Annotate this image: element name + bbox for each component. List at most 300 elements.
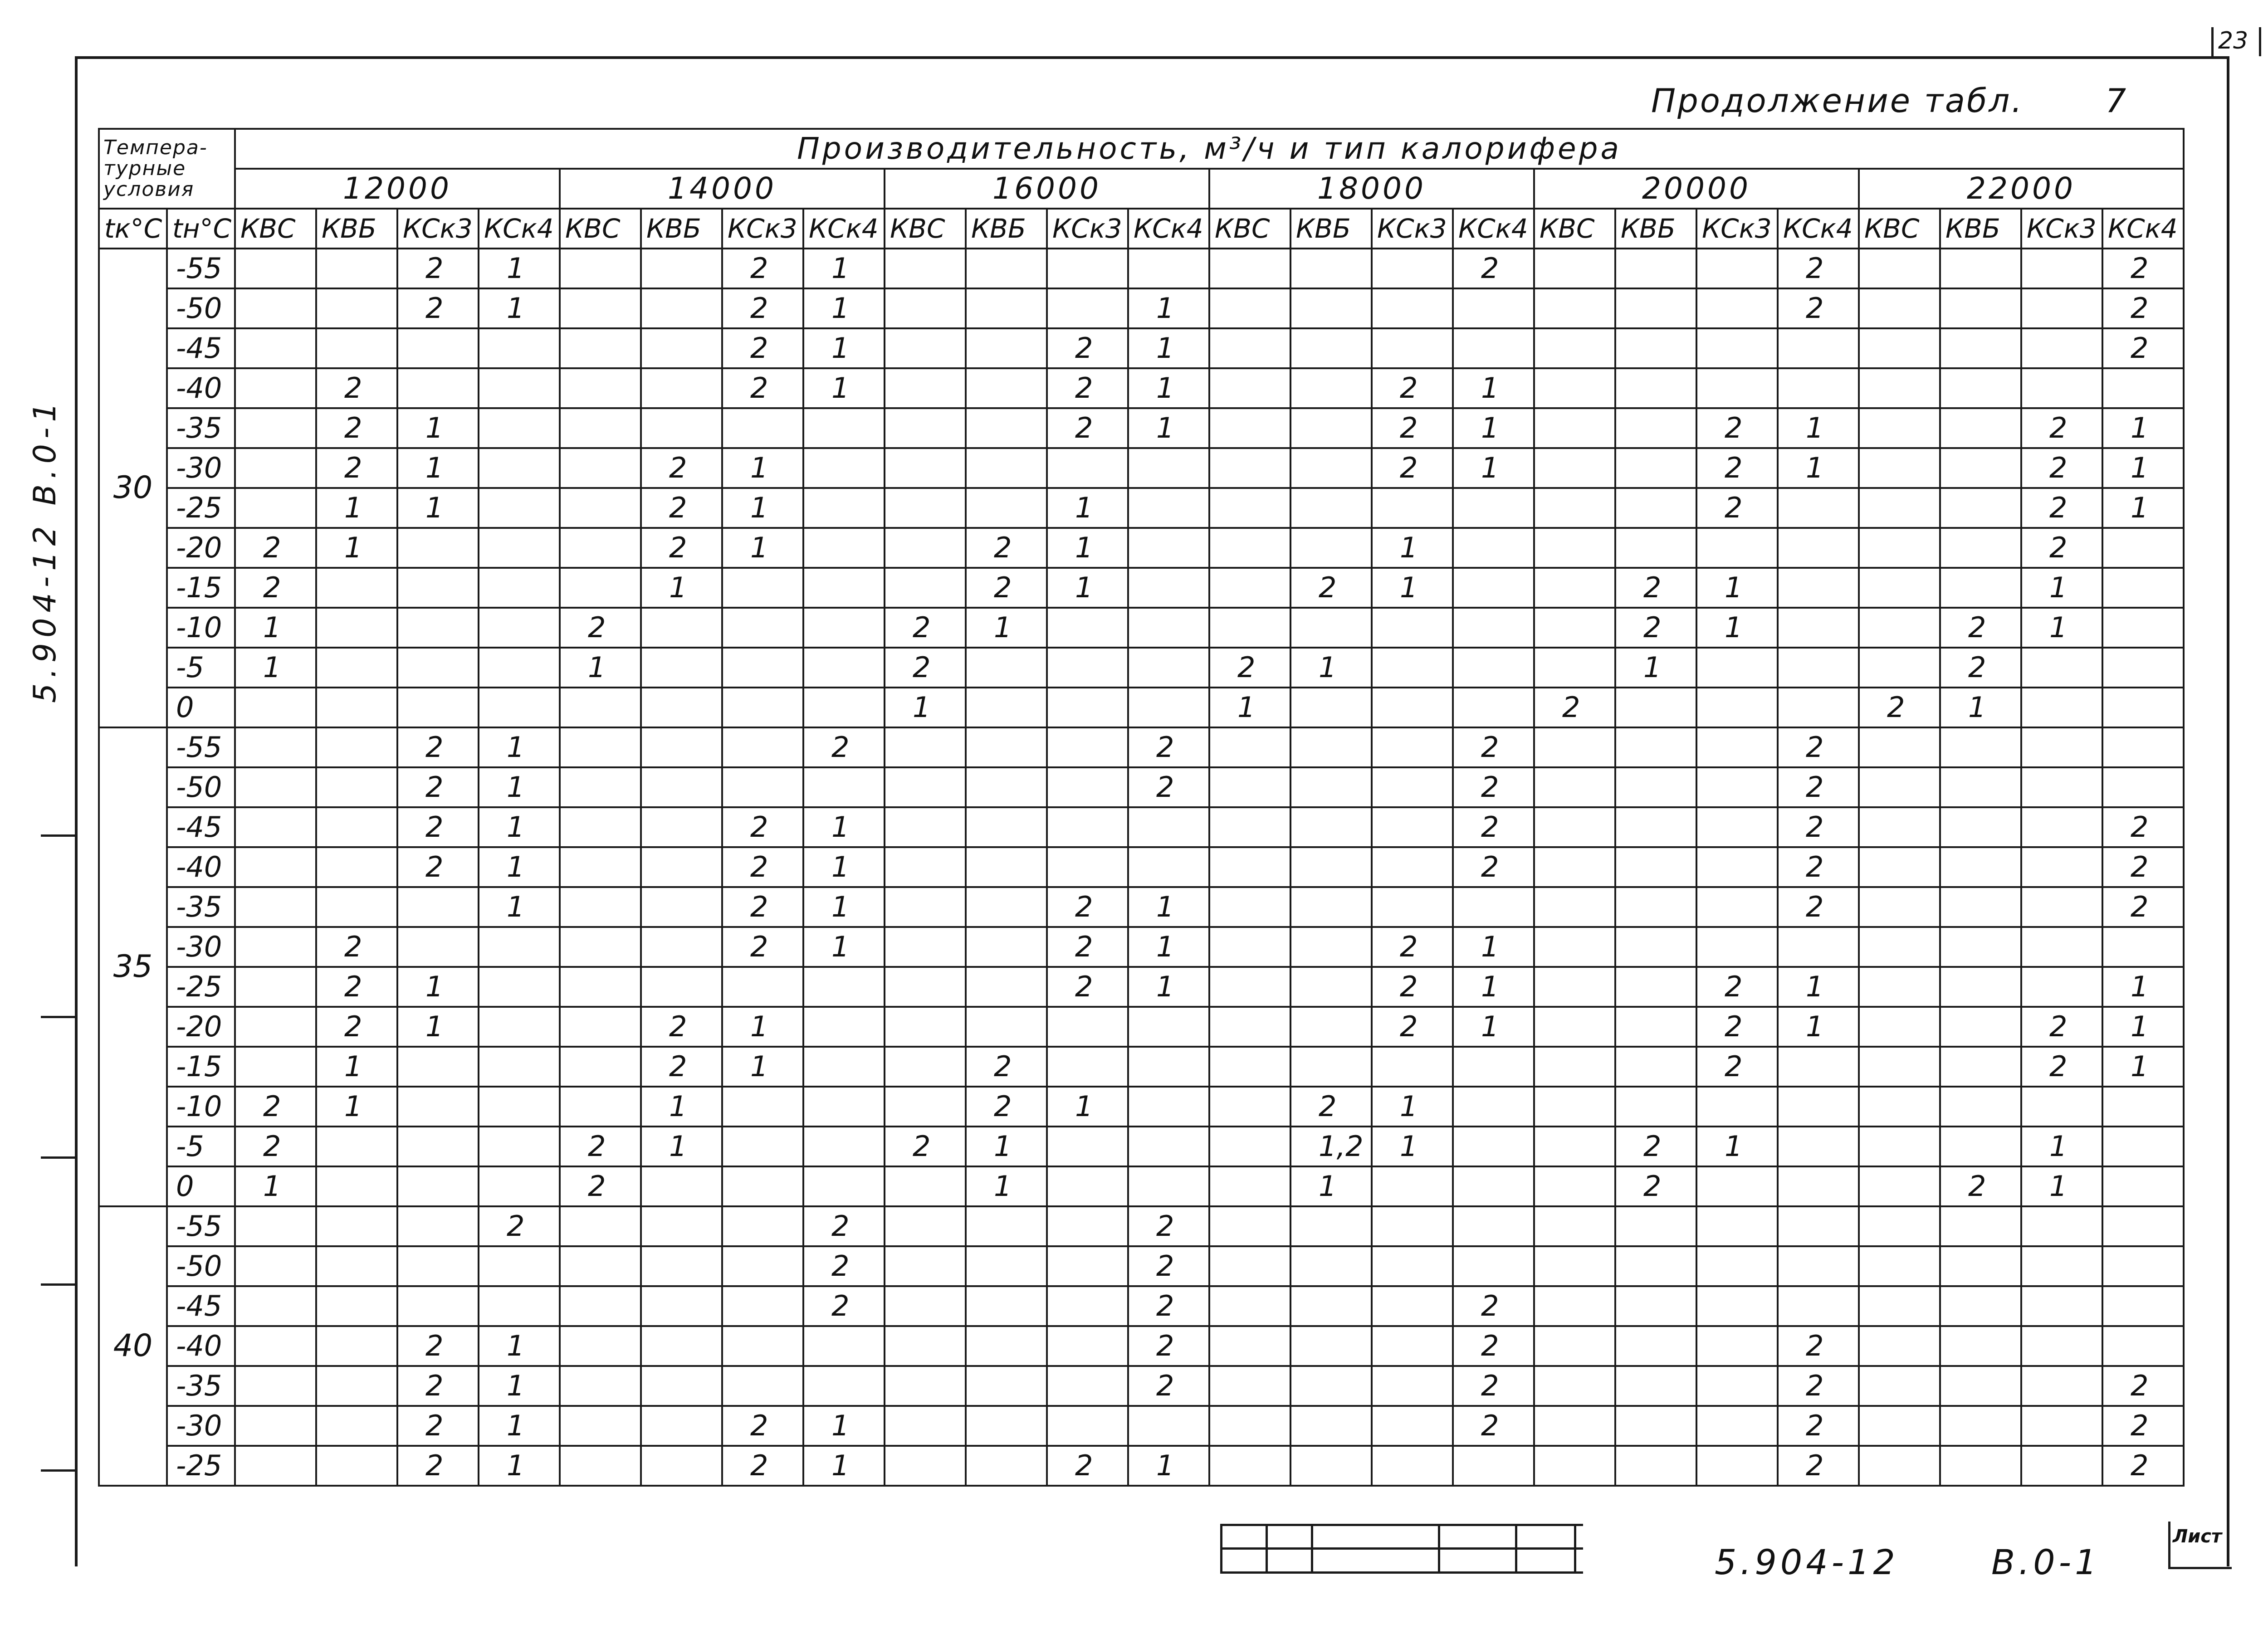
table-row [99,648,2184,688]
calorifer-type-header: КВС [235,209,316,249]
count-cell [966,1446,1047,1486]
count-cell [1534,1406,1615,1446]
count-cell [479,967,560,1007]
count-cell [885,1047,966,1087]
calorifer-type-header: КВС [1209,209,1290,249]
count-cell: 1 [803,847,885,887]
count-cell [1534,767,1615,807]
count-cell [1047,1406,1128,1446]
table-row [99,249,2184,288]
table-row [99,1446,2184,1486]
count-cell [1372,847,1453,887]
count-cell [1859,1286,1940,1326]
count-cell [1453,688,1534,727]
count-cell [479,1127,560,1166]
count-cell: 2 [1778,249,1859,288]
tn-value: -30 [167,1406,235,1446]
tn-value: -20 [167,528,235,568]
count-cell: 2 [1615,1127,1696,1166]
tn-value: -35 [167,408,235,448]
count-cell [1453,568,1534,608]
table-row [99,488,2184,528]
count-cell [722,1366,803,1406]
count-cell [235,847,316,887]
count-cell [1209,328,1290,368]
count-cell [1696,727,1778,767]
count-cell [966,767,1047,807]
count-cell [235,1246,316,1286]
count-cell: 2 [560,1166,641,1206]
calorifer-type-header: КВС [560,209,641,249]
count-cell [1778,488,1859,528]
count-cell [1047,807,1128,847]
count-cell [1859,727,1940,767]
count-cell [885,847,966,887]
count-cell: 1 [2102,1007,2184,1047]
count-cell: 2 [2021,1007,2102,1047]
count-cell [1209,1007,1290,1047]
count-cell [560,408,641,448]
count-cell [1290,448,1372,488]
count-cell: 2 [560,608,641,648]
count-cell [1209,368,1290,408]
count-cell [316,1246,397,1286]
tk-value: 35 [99,727,167,1206]
count-cell [1453,1127,1534,1166]
count-cell [966,1366,1047,1406]
count-cell: 1 [1453,408,1534,448]
count-cell [641,967,722,1007]
count-cell [1615,1406,1696,1446]
count-cell [397,328,479,368]
count-cell [560,528,641,568]
count-cell [479,1007,560,1047]
count-cell [1453,328,1534,368]
count-cell: 1 [803,927,885,967]
count-cell [1859,648,1940,688]
count-cell [1209,408,1290,448]
count-cell: 1 [1047,1087,1128,1127]
count-cell [1534,1087,1615,1127]
count-cell [1859,1206,1940,1246]
count-cell [1778,688,1859,727]
count-cell [1940,967,2021,1007]
count-cell: 2 [1047,328,1128,368]
count-cell [1534,1166,1615,1206]
count-cell [966,408,1047,448]
count-cell [1859,1127,1940,1166]
count-cell [885,528,966,568]
count-cell [479,1087,560,1127]
count-cell [1372,1166,1453,1206]
count-cell [560,288,641,328]
count-cell: 1 [479,1326,560,1366]
count-cell [1209,288,1290,328]
stamp-line [1220,1524,1222,1574]
count-cell [560,807,641,847]
count-cell: 2 [641,488,722,528]
count-cell [641,249,722,288]
count-cell: 1 [1128,1446,1209,1486]
volume-header: 14000 [560,169,885,209]
count-cell [722,767,803,807]
count-cell [1047,1007,1128,1047]
count-cell [316,1127,397,1166]
count-cell [316,887,397,927]
count-cell [803,528,885,568]
count-cell [1615,847,1696,887]
count-cell: 2 [1128,1286,1209,1326]
count-cell: 2 [722,1446,803,1486]
count-cell [1372,608,1453,648]
count-cell: 2 [235,568,316,608]
count-cell [1615,967,1696,1007]
count-cell: 1 [803,368,885,408]
calorifer-type-header: КСк4 [803,209,885,249]
count-cell [885,249,966,288]
count-cell: 2 [1453,807,1534,847]
count-cell [722,1087,803,1127]
count-cell: 1 [397,408,479,448]
count-cell [1859,1366,1940,1406]
count-cell [1859,1246,1940,1286]
count-cell [1047,1326,1128,1366]
count-cell [1534,1246,1615,1286]
count-cell [1534,568,1615,608]
count-cell [479,528,560,568]
count-cell [1372,887,1453,927]
count-cell [2021,1087,2102,1127]
count-cell [2102,368,2184,408]
count-cell [1615,528,1696,568]
count-cell: 1 [1453,368,1534,408]
count-cell [803,448,885,488]
count-cell [966,368,1047,408]
count-cell [2021,847,2102,887]
count-cell: 1 [1696,608,1778,648]
stamp-line [1574,1524,1576,1574]
count-cell [1940,288,2021,328]
count-cell [2021,328,2102,368]
count-cell [1372,1446,1453,1486]
count-cell [885,1326,966,1366]
count-cell [1128,488,1209,528]
count-cell [1615,807,1696,847]
count-cell: 2 [2102,249,2184,288]
frame-top-border [75,56,2229,59]
count-cell [1696,1326,1778,1366]
count-cell: 1 [966,1166,1047,1206]
count-cell: 2 [397,1446,479,1486]
count-cell [966,847,1047,887]
count-cell: 2 [397,767,479,807]
count-cell [479,1047,560,1087]
count-cell [1290,1047,1372,1087]
table-row [99,1087,2184,1127]
count-cell [966,967,1047,1007]
count-cell: 2 [2102,847,2184,887]
count-cell [885,927,966,967]
count-cell [803,608,885,648]
tn-value: -50 [167,767,235,807]
calorifer-type-header: КВБ [966,209,1047,249]
tn-value: -55 [167,727,235,767]
count-cell [641,288,722,328]
count-cell [316,249,397,288]
count-cell [1128,1087,1209,1127]
count-cell [2021,288,2102,328]
count-cell [1778,608,1859,648]
calorifer-type-header: КСк3 [2021,209,2102,249]
count-cell [1859,528,1940,568]
count-cell [1534,807,1615,847]
count-cell: 1 [1128,408,1209,448]
count-cell: 1 [1128,887,1209,927]
count-cell [1128,1047,1209,1087]
count-cell [1696,328,1778,368]
count-cell: 1 [479,807,560,847]
count-cell [2102,727,2184,767]
count-cell: 1 [722,1007,803,1047]
calorifer-type-header: КСк3 [1696,209,1778,249]
count-cell [803,488,885,528]
count-cell: 2 [2102,1446,2184,1486]
table-row [99,1326,2184,1366]
count-cell [1209,1446,1290,1486]
header-row-types [99,209,2184,249]
count-cell [560,688,641,727]
count-cell [560,847,641,887]
count-cell [397,1246,479,1286]
count-cell [479,328,560,368]
count-cell [560,448,641,488]
count-cell [641,1446,722,1486]
count-cell [2021,1326,2102,1366]
count-cell [1209,1246,1290,1286]
count-cell: 1 [1047,488,1128,528]
count-cell [1615,1047,1696,1087]
count-cell [1128,1007,1209,1047]
count-cell [1453,887,1534,927]
side-document-code: 5.904-12 В.0-1 [27,397,63,703]
count-cell [2021,1286,2102,1326]
count-cell [641,927,722,967]
count-cell [1778,528,1859,568]
count-cell [803,967,885,1007]
header-row-volumes [99,169,2184,209]
count-cell [235,249,316,288]
calorifer-type-header: КСк4 [1128,209,1209,249]
count-cell [479,608,560,648]
count-cell [803,767,885,807]
count-cell: 2 [397,249,479,288]
count-cell: 1 [235,608,316,648]
count-cell [316,1406,397,1446]
count-cell [1696,847,1778,887]
count-cell: 2 [1778,1326,1859,1366]
count-cell [2102,688,2184,727]
count-cell: 1 [803,328,885,368]
count-cell [560,328,641,368]
count-cell: 2 [397,288,479,328]
count-cell [2021,1246,2102,1286]
count-cell [316,608,397,648]
count-cell: 2 [1940,648,2021,688]
stamp-line [1220,1524,1583,1526]
table-row [99,1206,2184,1246]
count-cell [1372,288,1453,328]
tk-header: tк°С [99,209,167,249]
count-cell [885,368,966,408]
count-cell [1940,1326,2021,1366]
count-cell [1940,767,2021,807]
count-cell [1453,288,1534,328]
count-cell [397,568,479,608]
count-cell: 1 [722,448,803,488]
count-cell [316,847,397,887]
count-cell: 1 [803,288,885,328]
count-cell [316,568,397,608]
count-cell [1615,488,1696,528]
count-cell [803,408,885,448]
count-cell: 2 [1778,1406,1859,1446]
count-cell: 2 [722,328,803,368]
count-cell [1940,568,2021,608]
tn-value: -40 [167,1326,235,1366]
count-cell [1209,528,1290,568]
count-cell [316,1326,397,1366]
tn-value: -50 [167,288,235,328]
count-cell [2021,927,2102,967]
count-cell [1615,1366,1696,1406]
count-cell [722,1206,803,1246]
count-cell [1940,1406,2021,1446]
count-cell [1859,1007,1940,1047]
count-cell [885,488,966,528]
calorifer-type-header: КСк4 [479,209,560,249]
count-cell [1290,528,1372,568]
count-cell [966,1286,1047,1326]
count-cell [1940,807,2021,847]
count-cell: 2 [2102,887,2184,927]
count-cell: 2 [1290,1087,1372,1127]
count-cell [966,288,1047,328]
count-cell [2102,1286,2184,1326]
count-cell [1534,1127,1615,1166]
count-cell [1534,408,1615,448]
count-cell [1209,1047,1290,1087]
count-cell [1859,1166,1940,1206]
count-cell [560,1326,641,1366]
count-cell [885,1366,966,1406]
count-cell [316,288,397,328]
count-cell [1534,927,1615,967]
volume-header: 16000 [885,169,1209,209]
count-cell: 1 [560,648,641,688]
count-cell: 1 [1778,408,1859,448]
count-cell [1859,568,1940,608]
count-cell: 1 [1615,648,1696,688]
count-cell: 1 [1290,648,1372,688]
count-cell [235,368,316,408]
count-cell: 1 [1940,688,2021,727]
count-cell: 1 [479,1366,560,1406]
count-cell: 2 [1696,1047,1778,1087]
count-cell [1209,488,1290,528]
count-cell [1859,1047,1940,1087]
count-cell [966,1406,1047,1446]
count-cell [1128,528,1209,568]
count-cell [2021,727,2102,767]
count-cell [1859,328,1940,368]
count-cell: 2 [2021,448,2102,488]
table-row [99,767,2184,807]
count-cell [1209,887,1290,927]
count-cell [885,767,966,807]
count-cell [966,328,1047,368]
table-row [99,967,2184,1007]
calorifer-type-header: КСк4 [1778,209,1859,249]
count-cell [397,1166,479,1206]
count-cell [1859,927,1940,967]
count-cell: 2 [1047,967,1128,1007]
stamp-line [1438,1524,1440,1574]
count-cell [479,568,560,608]
count-cell [2102,1206,2184,1246]
count-cell [1453,608,1534,648]
count-cell [803,1087,885,1127]
count-cell [966,648,1047,688]
count-cell: 2 [1453,1366,1534,1406]
count-cell: 2 [316,408,397,448]
count-cell: 2 [397,1326,479,1366]
count-cell [1047,1127,1128,1166]
table-row [99,1007,2184,1047]
temperature-conditions-header: Темпера-турные условия [99,129,235,209]
count-cell: 2 [1372,927,1453,967]
count-cell: 2 [1940,608,2021,648]
count-cell [397,927,479,967]
table-caption [1651,82,2128,120]
count-cell [1859,448,1940,488]
count-cell [966,1326,1047,1366]
count-cell: 1 [479,249,560,288]
count-cell [966,1007,1047,1047]
count-cell [641,1206,722,1246]
count-cell: 2 [803,1246,885,1286]
count-cell: 2 [1372,368,1453,408]
count-cell: 1 [397,1007,479,1047]
count-cell [885,288,966,328]
count-cell [479,648,560,688]
count-cell [885,727,966,767]
calorifer-type-header: КСк3 [397,209,479,249]
count-cell [479,488,560,528]
count-cell: 1 [1372,1087,1453,1127]
count-cell: 2 [722,249,803,288]
count-cell [1290,688,1372,727]
count-cell [2021,1446,2102,1486]
count-cell [1290,1446,1372,1486]
count-cell [1940,408,2021,448]
count-cell [885,967,966,1007]
count-cell: 1 [1778,967,1859,1007]
count-cell [1453,1206,1534,1246]
count-cell [1615,688,1696,727]
count-cell: 1 [397,488,479,528]
count-cell [641,1246,722,1286]
count-cell [641,887,722,927]
